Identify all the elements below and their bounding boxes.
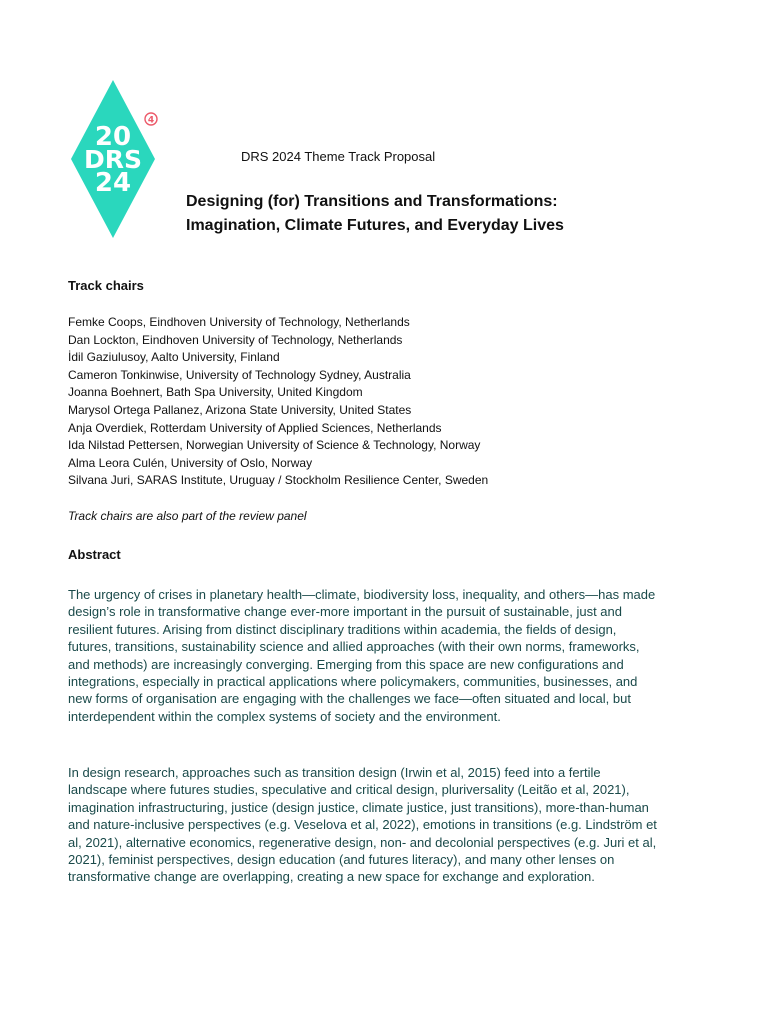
logo-badge-number: 4 bbox=[147, 115, 155, 126]
chair-item: Dan Lockton, Eindhoven University of Technology, Netherlands bbox=[68, 332, 403, 347]
abstract-p2-line: landscape where futures studies, speculative and critical design, pluriversality (Leitão et al, 2021), bbox=[68, 782, 630, 798]
abstract-p1-line: and methods) are increasingly converging. Emerging from this space are new configurations and bbox=[68, 656, 624, 672]
abstract-p1-line: futures, transitions, sustainability science and allied approaches (with their own norms, frameworks, bbox=[68, 639, 640, 655]
chair-item: Silvana Juri, SARAS Institute, Uruguay / Stockholm Resilience Center, Sweden bbox=[68, 473, 489, 488]
abstract-p1-line: design’s role in transformative change ever-more important in the pursuit of sustainable, just and bbox=[68, 604, 622, 620]
document-label: DRS 2024 Theme Track Proposal bbox=[241, 149, 436, 164]
abstract-heading: Abstract bbox=[68, 547, 121, 562]
abstract-p2-line: imagination infrastructuring, justice (design justice, climate justice, just transitions), more-than-human bbox=[68, 799, 649, 815]
abstract-p1-line: interdependent within the complex systems of society and the environment. bbox=[68, 708, 501, 724]
chair-item: Cameron Tonkinwise, University of Technology Sydney, Australia bbox=[68, 367, 411, 382]
logo-text-line3: 24 bbox=[94, 168, 132, 198]
abstract-p1-line: new forms of organisation are engaging with the challenges we face—often situated and local, but bbox=[68, 691, 631, 707]
abstract-p1-line: integrations, especially in practical applications where policymakers, communities, businesses, and bbox=[68, 674, 638, 690]
chair-item: Ida Nilstad Pettersen, Norwegian University of Science & Technology, Norway bbox=[68, 438, 481, 453]
logo-text-line1: 20 bbox=[94, 122, 132, 152]
abstract-p2-line: transformative change are overlapping, creating a new space for exchange and exploration. bbox=[68, 869, 595, 885]
chair-item: Femke Coops, Eindhoven University of Technology, Netherlands bbox=[68, 315, 410, 329]
logo-diamond-graphic bbox=[67, 78, 159, 240]
abstract-p1-line: The urgency of crises in planetary health—climate, biodiversity loss, inequality, and others—has made bbox=[68, 587, 656, 602]
abstract-p2-line: In design research, approaches such as transition design (Irwin et al, 2015) feed into a fertile bbox=[68, 765, 601, 780]
abstract-p2-line: al, 2021), alternative economics, regenerative design, non- and decolonial perspectives (e.g. Juri et al, bbox=[68, 834, 657, 850]
drs-2024-logo bbox=[67, 78, 159, 240]
logo-text-line2: DRS bbox=[83, 145, 143, 174]
abstract-paragraph-1 bbox=[68, 586, 708, 725]
chair-item: Alma Leora Culén, University of Oslo, Norway bbox=[68, 455, 313, 470]
title-line-2: Imagination, Climate Futures, and Everyday Lives bbox=[186, 217, 564, 234]
track-chairs-list bbox=[68, 314, 488, 490]
review-panel-note: Track chairs are also part of the review panel bbox=[68, 509, 307, 523]
chair-item: Joanna Boehnert, Bath Spa University, United Kingdom bbox=[68, 385, 363, 400]
chair-item: Marysol Ortega Pallanez, Arizona State University, United States bbox=[68, 402, 412, 417]
abstract-p1-line: resilient futures. Arising from distinct disciplinary traditions within academia, the fields of design, bbox=[68, 621, 617, 637]
abstract-p2-line: 2021), feminist perspectives, design education (and futures literacy), and many other lenses on bbox=[68, 852, 615, 868]
document-title bbox=[186, 190, 746, 238]
chair-item: İdil Gaziulusoy, Aalto University, Finland bbox=[68, 350, 280, 365]
abstract-paragraph-2 bbox=[68, 764, 708, 886]
title-line-1: Designing (for) Transitions and Transformations: bbox=[186, 193, 558, 210]
track-chairs-heading: Track chairs bbox=[68, 278, 144, 293]
chair-item: Anja Overdiek, Rotterdam University of Applied Sciences, Netherlands bbox=[68, 420, 442, 435]
abstract-p2-line: and nature-inclusive perspectives (e.g. Veselova et al, 2022), emotions in transitions (e.g. Lindström et bbox=[68, 817, 657, 833]
